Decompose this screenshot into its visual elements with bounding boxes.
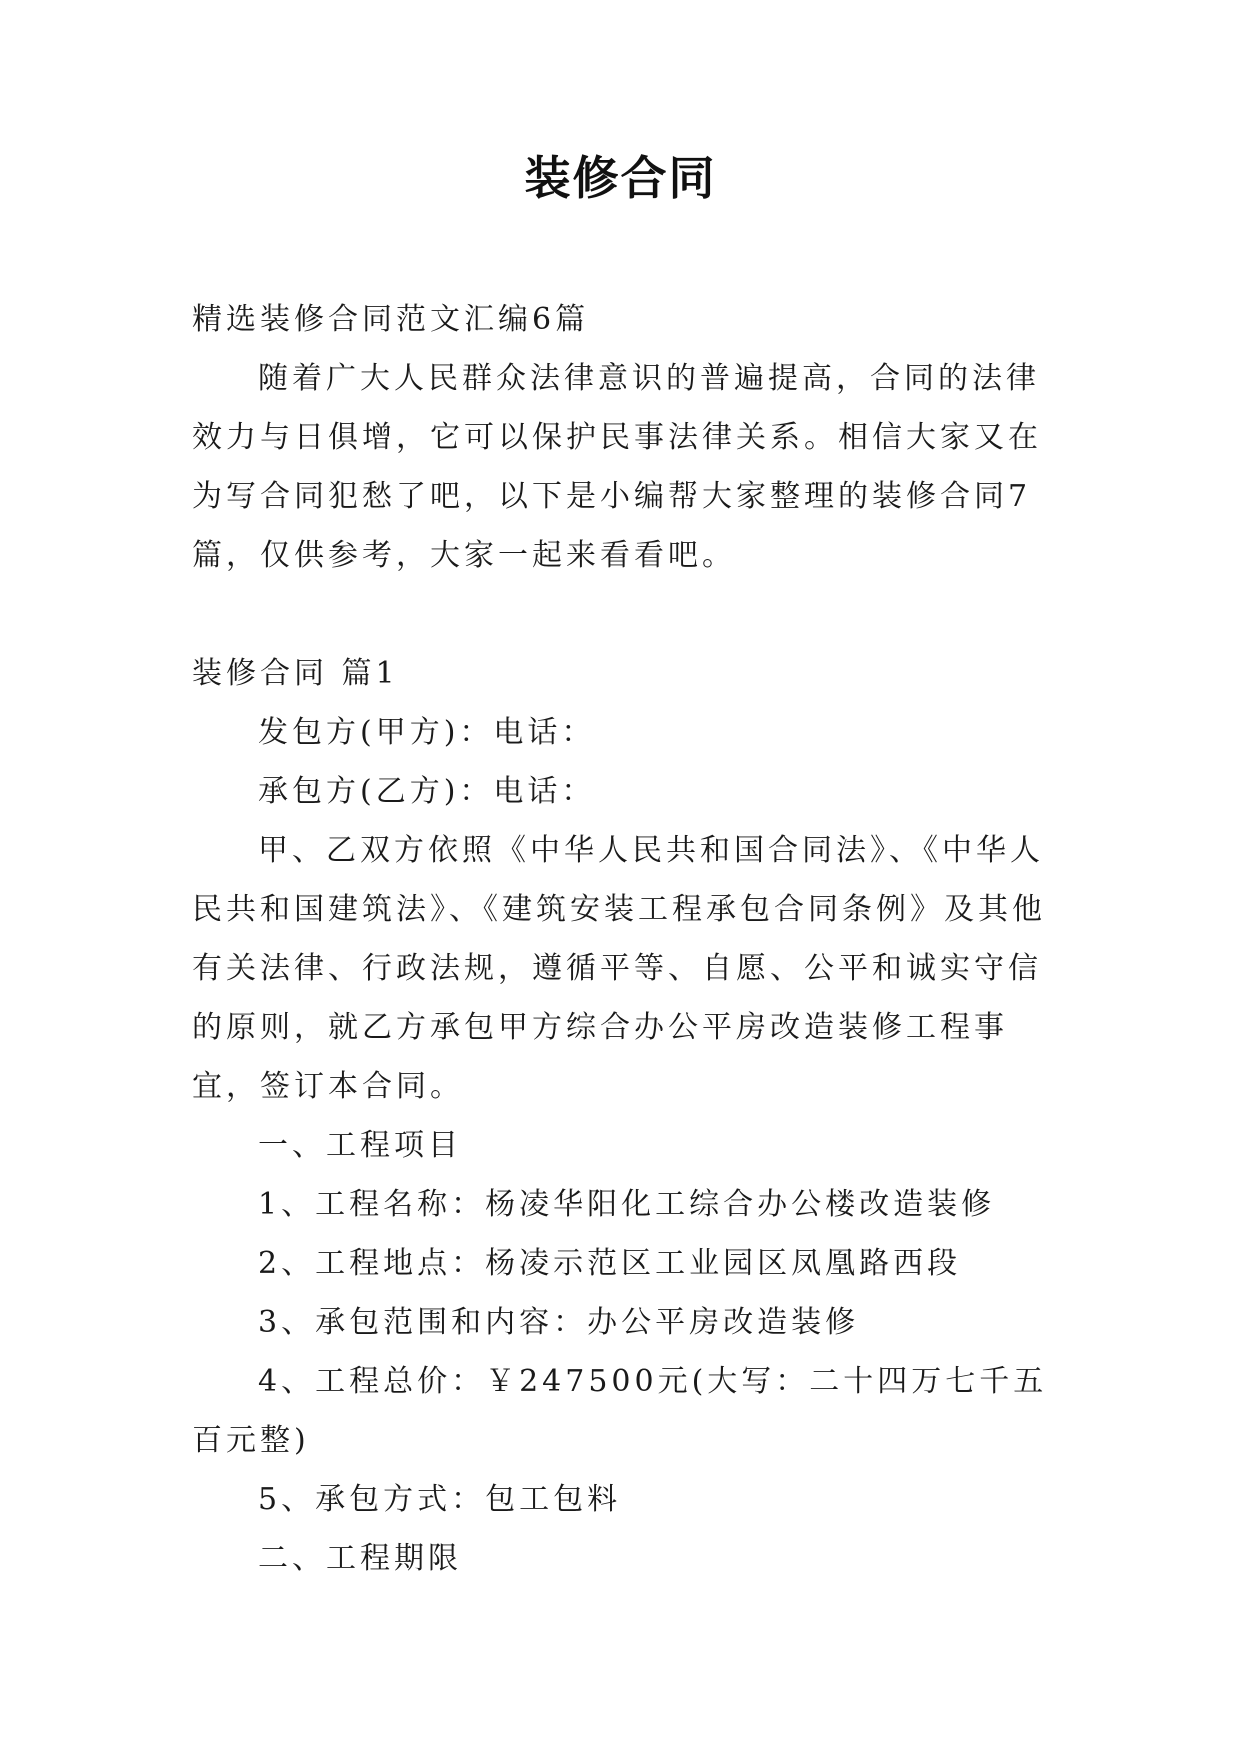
document-title: 装修合同 (524, 151, 717, 205)
party-b-line: 承包方(乙方)：电话： (258, 774, 596, 809)
section-heading: 装修合同 篇1 (192, 656, 399, 691)
party-a-line: 发包方(甲方)：电话： (258, 715, 596, 750)
article-heading-1: 一、工程项目 (258, 1128, 462, 1163)
subtitle: 精选装修合同范文汇编6篇 (192, 302, 590, 337)
list-item: 5、承包方式：包工包料 (258, 1482, 622, 1517)
intro-paragraph: 随着广大人民群众法律意识的普遍提高，合同的法律效力与日俱增，它可以保护民事法律关系。相信大家又在为写合同犯愁了吧，以下是小编帮大家整理的装修合同7篇，仅供参考，大家一起来看看吧。 (192, 361, 1042, 573)
document-body (192, 290, 1062, 1588)
preamble-paragraph: 甲、乙双方依照《中华人民共和国合同法》、《中华人民共和国建筑法》、《建筑安装工程承包合同条例》及其他有关法律、行政法规，遵循平等、自愿、公平和诚实守信的原则，就乙方承包甲方综合办公平房改造装修工程事宜，签订本合同。 (192, 833, 1046, 1104)
list-item: 2、工程地点：杨凌示范区工业园区凤凰路西段 (258, 1246, 962, 1281)
list-item: 4、工程总价：￥247500元(大写：二十四万七千五百元整) (192, 1364, 1048, 1458)
article-heading-2: 二、工程期限 (258, 1541, 462, 1576)
list-item: 1、工程名称：杨凌华阳化工综合办公楼改造装修 (258, 1187, 996, 1222)
list-item: 3、承包范围和内容：办公平房改造装修 (258, 1305, 860, 1340)
